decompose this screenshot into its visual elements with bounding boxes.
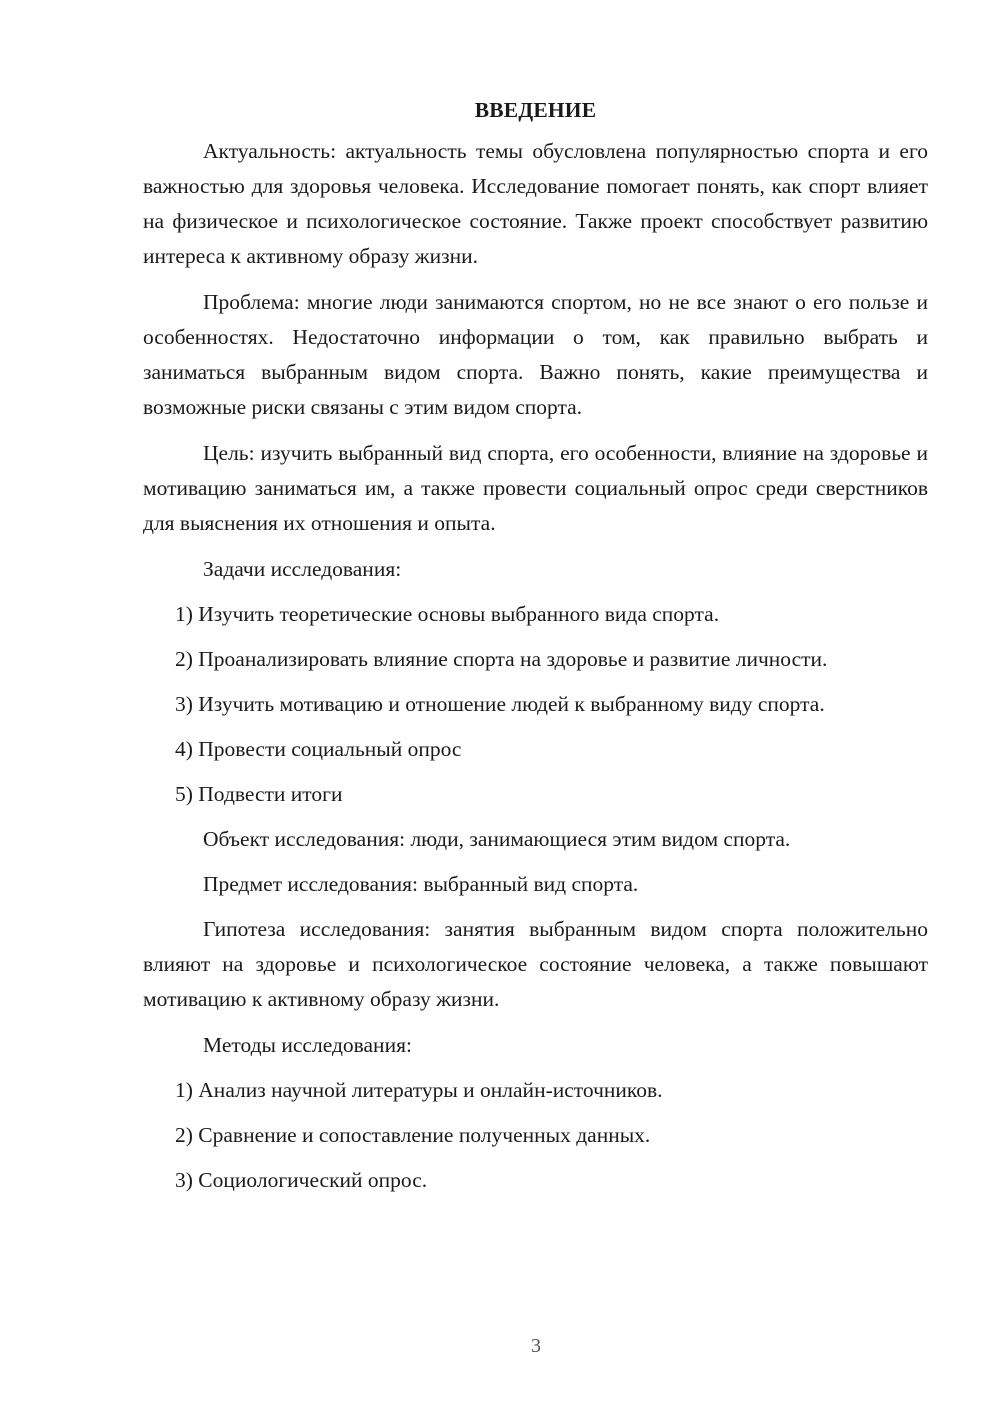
method-item: 3) Социологический опрос.: [175, 1168, 428, 1192]
goal-paragraph: Цель: изучить выбранный вид спорта, его особенности, влияние на здоровье и мотивацию заниматься им, а также провести социальный опрос среди сверстников для выяснения их отношения и опыта.: [143, 441, 928, 535]
methods-title: Методы исследования:: [203, 1033, 412, 1057]
task-item: 4) Провести социальный опрос: [175, 737, 462, 761]
task-item: 5) Подвести итоги: [175, 782, 343, 806]
subject-line: Предмет исследования: выбранный вид спорта.: [203, 872, 639, 896]
tasks-title: Задачи исследования:: [203, 557, 402, 581]
page-number: 3: [531, 1335, 541, 1357]
page-content: [143, 95, 928, 1208]
method-item: 1) Анализ научной литературы и онлайн-источников.: [175, 1078, 663, 1102]
task-item: 2) Проанализировать влияние спорта на здоровье и развитие личности.: [175, 647, 828, 671]
task-item: 1) Изучить теоретические основы выбранного вида спорта.: [175, 602, 720, 626]
relevance-paragraph: Актуальность: актуальность темы обусловлена популярностью спорта и его важностью для здоровья человека. Исследование помогает понять, как спорт влияет на физическое и психологическое состояние. Также проект способствует развитию интереса к активному образу жизни.: [143, 139, 928, 268]
hypothesis-paragraph: Гипотеза исследования: занятия выбранным видом спорта положительно влияют на здоровье и психологическое состояние человека, а также повышают мотивацию к активному образу жизни.: [143, 917, 928, 1011]
section-heading: ВВЕДЕНИЕ: [474, 98, 597, 122]
method-item: 2) Сравнение и сопоставление полученных данных.: [175, 1123, 651, 1147]
task-item: 3) Изучить мотивацию и отношение людей к выбранному виду спорта.: [175, 692, 825, 716]
problem-paragraph: Проблема: многие люди занимаются спортом, но не все знают о его пользе и особенностях. Недостаточно информации о том, как правильно выбрать и заниматься выбранным видом спорта. Важно понять, какие преимущества и возможные риски связаны с этим видом спорта.: [143, 290, 928, 419]
object-line: Объект исследования: люди, занимающиеся этим видом спорта.: [203, 827, 791, 851]
